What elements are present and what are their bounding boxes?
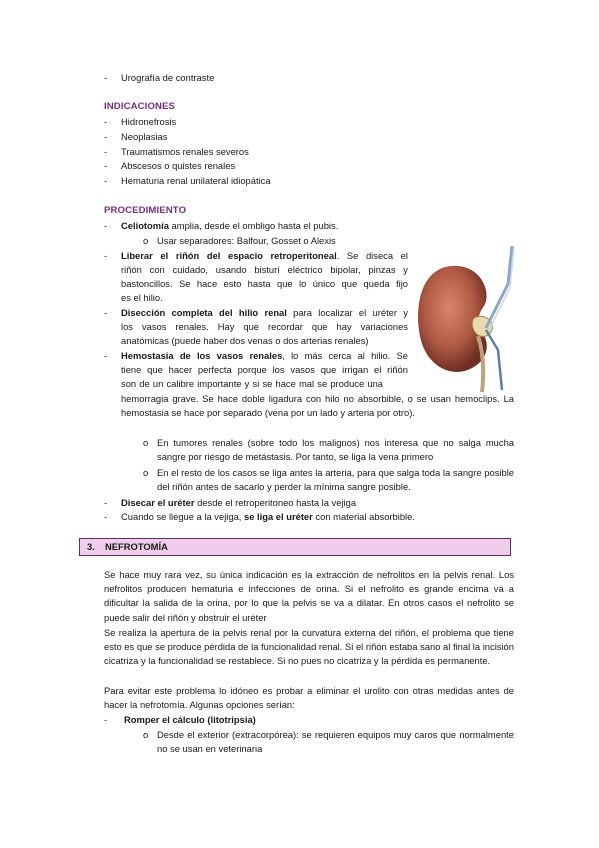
body-text: desde el retroperitoneo hasta la vejiga	[194, 497, 357, 508]
kidney-illustration	[412, 244, 516, 394]
list-item-text: Hidronefrosis	[121, 116, 177, 127]
text-line: bastoncillos. Se hace esto hasta que lo único que queda fijo	[121, 278, 408, 289]
list-item	[104, 130, 514, 144]
list-item	[104, 174, 514, 188]
body-text: Cuando se llegue a la vejiga,	[121, 511, 245, 522]
section-number: 3.	[87, 541, 95, 552]
sub-item-text: Usar separadores: Balfour, Gosset o Alexis	[157, 235, 336, 246]
dash-bullet: -	[104, 116, 108, 127]
list-item	[104, 115, 514, 129]
indications-heading: INDICACIONES	[104, 101, 176, 112]
list-item	[104, 713, 514, 727]
dash-bullet: -	[104, 350, 108, 361]
sub-item-text: En tumores renales (sobre todo los malignos) nos interesa que no salga mucha sangre por riesgo de metástasis. Por tanto, se liga la vena primero	[157, 437, 514, 463]
list-item	[104, 145, 514, 159]
sub-item-text: En el resto de los casos se liga antes la arteria, para que salga toda la sangre posible del riñón antes de sacarlo y perder la mínima sangre posible.	[157, 467, 514, 493]
circle-bullet: o	[143, 235, 149, 246]
dash-bullet: -	[104, 511, 108, 522]
text-line: anatómicas (puede haber dos venas o dos arterias renales)	[121, 335, 369, 346]
list-item-text: Urografía de contraste	[121, 72, 215, 83]
text-line: son de un calibre importante y si se hace mal se produce una	[121, 378, 383, 389]
list-item-text	[121, 510, 514, 524]
dash-bullet: -	[104, 72, 108, 83]
sub-item	[143, 728, 514, 755]
list-item	[104, 71, 514, 85]
list-item	[104, 159, 514, 173]
dash-bullet: -	[104, 497, 108, 508]
bold-text: Celiotomía	[121, 220, 169, 231]
list-item-text	[121, 349, 408, 363]
list-item-text	[121, 219, 514, 233]
list-item	[104, 219, 514, 233]
list-item-text: Hematuria renal unilateral idiopática	[121, 175, 271, 186]
body-text: , lo más cerca al hilio. Se	[282, 350, 409, 361]
dash-bullet: -	[104, 146, 108, 157]
body-text: para localizar el uréter y	[286, 307, 408, 318]
paragraph: Para evitar este problema lo idóneo es probar a eliminar el urolito con otras medidas antes de hacer la nefrotomía. Algunas opciones serían:	[104, 685, 514, 711]
dash-bullet: -	[104, 160, 108, 171]
paragraph: Se hace muy rara vez, su única indicación es la extracción de nefrolitos en la pelvis renal. Los nefrolitos producen hematuria e infecciones de orina. Si el nefrolito es grande encima va a dificultar la salida de la orina, por lo que la pelvis se va a dilatar. En otros casos el nefrolito se puede salir del riñón y obstruir el uréter	[104, 569, 514, 623]
circle-bullet: o	[143, 437, 149, 448]
list-item	[104, 496, 514, 510]
dash-bullet: -	[104, 250, 108, 261]
circle-bullet: o	[143, 467, 149, 478]
list-item-text: Abscesos o quistes renales	[121, 160, 236, 171]
section-title: NEFROTOMÍA	[105, 541, 168, 552]
list-item-text	[121, 249, 408, 263]
list-item	[104, 510, 514, 524]
sub-item	[143, 234, 336, 248]
list-item-text: Neoplasias	[121, 131, 168, 142]
text-line: es el hilio.	[121, 292, 163, 303]
bold-text: se liga el uréter	[244, 511, 313, 522]
list-item-text	[124, 713, 517, 727]
text-line: los vasos renales. Hay que recordar que hay variaciones	[121, 321, 408, 332]
dash-bullet: -	[104, 714, 108, 725]
list-item-text	[121, 496, 514, 510]
sub-item	[143, 436, 514, 463]
circle-bullet: o	[143, 729, 149, 740]
body-text: . Se diseca el	[336, 250, 408, 261]
bold-text: Disección completa del hilio renal	[121, 307, 287, 318]
paragraph: hemorragia grave. Se hace doble ligadura con hilo no absorbible, o se usan hemoclips. La hemostasia se hace por separado (vena por un lado y arteria por otro).	[121, 393, 514, 419]
procedure-heading: PROCEDIMIENTO	[104, 205, 187, 216]
bold-text: Hemostasia de los vasos renales	[121, 350, 283, 361]
dash-bullet: -	[104, 307, 108, 318]
list-item-text: Traumatismos renales severos	[121, 146, 249, 157]
dash-bullet: -	[104, 131, 108, 142]
sub-item	[143, 466, 514, 493]
section-header	[79, 538, 511, 556]
body-text: amplia, desde el ombligo hasta el pubis.	[168, 220, 339, 231]
bold-text: Liberar el riñón del espacio retroperitoneal	[121, 250, 337, 261]
dash-bullet: -	[104, 175, 108, 186]
bold-text: Romper el cálculo (litotripsia)	[124, 714, 256, 725]
paragraph: Se realiza la apertura de la pelvis renal por la curvatura externa del riñón, el problema que tiene esto es que se produce pérdida de la funcionalidad renal. Si el riñón estaba sano al final la incisión cicatriza y la funcionalidad se restablece. Si no pues no cicatriza y la pérdida es permanente.	[104, 627, 514, 667]
text-line: tiene que hacer perfecta porque los vasos que irrigan el riñón	[121, 364, 408, 375]
dash-bullet: -	[104, 220, 108, 231]
sub-item-text: Desde el exterior (extracorpórea): se requieren equipos muy caros que normalmente no se usan en veterinaria	[157, 729, 514, 755]
text-line: riñón con cuidado, usando bisturí eléctrico bipolar, pinzas y	[121, 264, 408, 275]
list-item-text	[121, 306, 408, 320]
bold-text: Disecar el uréter	[121, 497, 195, 508]
body-text: con material absorbible.	[312, 511, 415, 522]
